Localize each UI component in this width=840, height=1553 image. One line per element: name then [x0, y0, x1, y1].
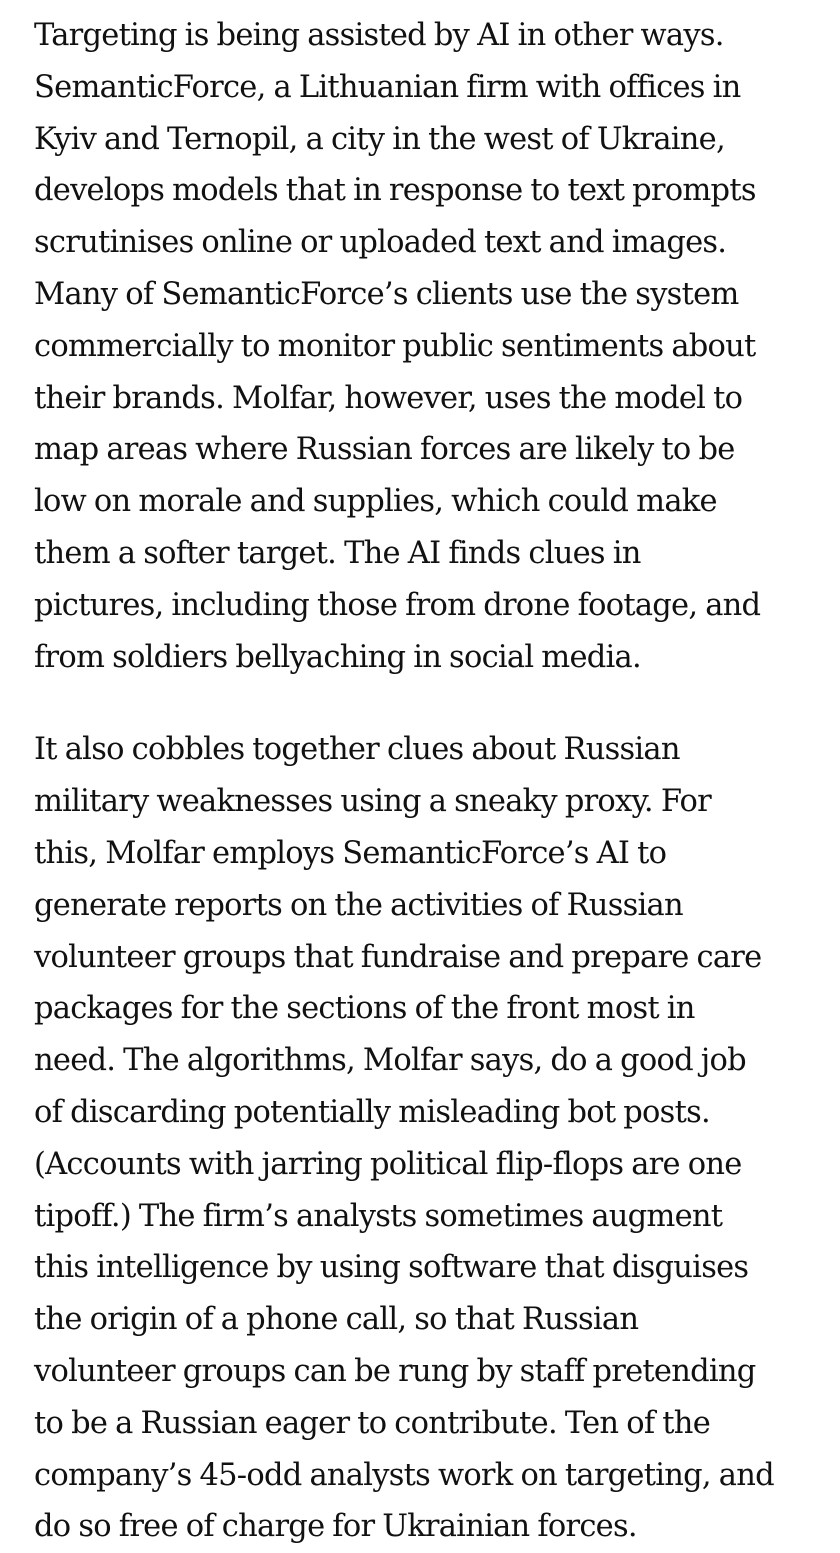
text-line: to be a Russian eager to contribute. Ten of the [34, 1405, 710, 1441]
text-line: from soldiers bellyaching in social media. [34, 639, 641, 675]
text-line: need. The algorithms, Molfar says, do a good job [34, 1043, 746, 1079]
article-paragraph-1 [34, 10, 810, 683]
text-line: them a softer target. The AI finds clues in [34, 535, 641, 571]
text-line: do so free of charge for Ukrainian forces. [34, 1509, 637, 1545]
text-line: map areas where Russian forces are likely to be [34, 432, 735, 468]
text-line: develops models that in response to text prompts [34, 173, 756, 209]
text-line: SemanticForce, a Lithuanian firm with offices in [34, 69, 741, 105]
text-line: volunteer groups can be rung by staff pretending [34, 1353, 756, 1389]
text-line: volunteer groups that fundraise and prepare care [34, 939, 762, 975]
text-line: tipoff.) The firm’s analysts sometimes augment [34, 1198, 723, 1234]
text-line: Kyiv and Ternopil, a city in the west of Ukraine, [34, 121, 725, 157]
text-line: Targeting is being assisted by AI in other ways. [34, 18, 724, 53]
text-line: generate reports on the activities of Russian [34, 887, 683, 923]
text-line: their brands. Molfar, however, uses the model to [34, 380, 743, 416]
text-line: pictures, including those from drone footage, and [34, 587, 761, 623]
text-line: this, Molfar employs SemanticForce’s AI to [34, 835, 667, 871]
text-line: company’s 45-odd analysts work on targeting, and [34, 1457, 774, 1493]
text-line: scrutinises online or uploaded text and images. [34, 225, 727, 261]
text-line: military weaknesses using a sneaky proxy. For [34, 784, 711, 820]
text-line: of discarding potentially misleading bot posts. [34, 1094, 710, 1130]
text-line: low on morale and supplies, which could make [34, 484, 717, 520]
text-line: It also cobbles together clues about Russian [34, 732, 680, 768]
text-line: (Accounts with jarring political flip-flops are one [34, 1146, 742, 1182]
text-line: the origin of a phone call, so that Russian [34, 1302, 639, 1338]
text-line: commercially to monitor public sentiments about [34, 328, 756, 364]
article-paragraph-2 [34, 724, 810, 1553]
text-line: packages for the sections of the front most in [34, 991, 695, 1027]
text-line: this intelligence by using software that disguises [34, 1250, 749, 1286]
text-line: Many of SemanticForce’s clients use the system [34, 276, 739, 312]
